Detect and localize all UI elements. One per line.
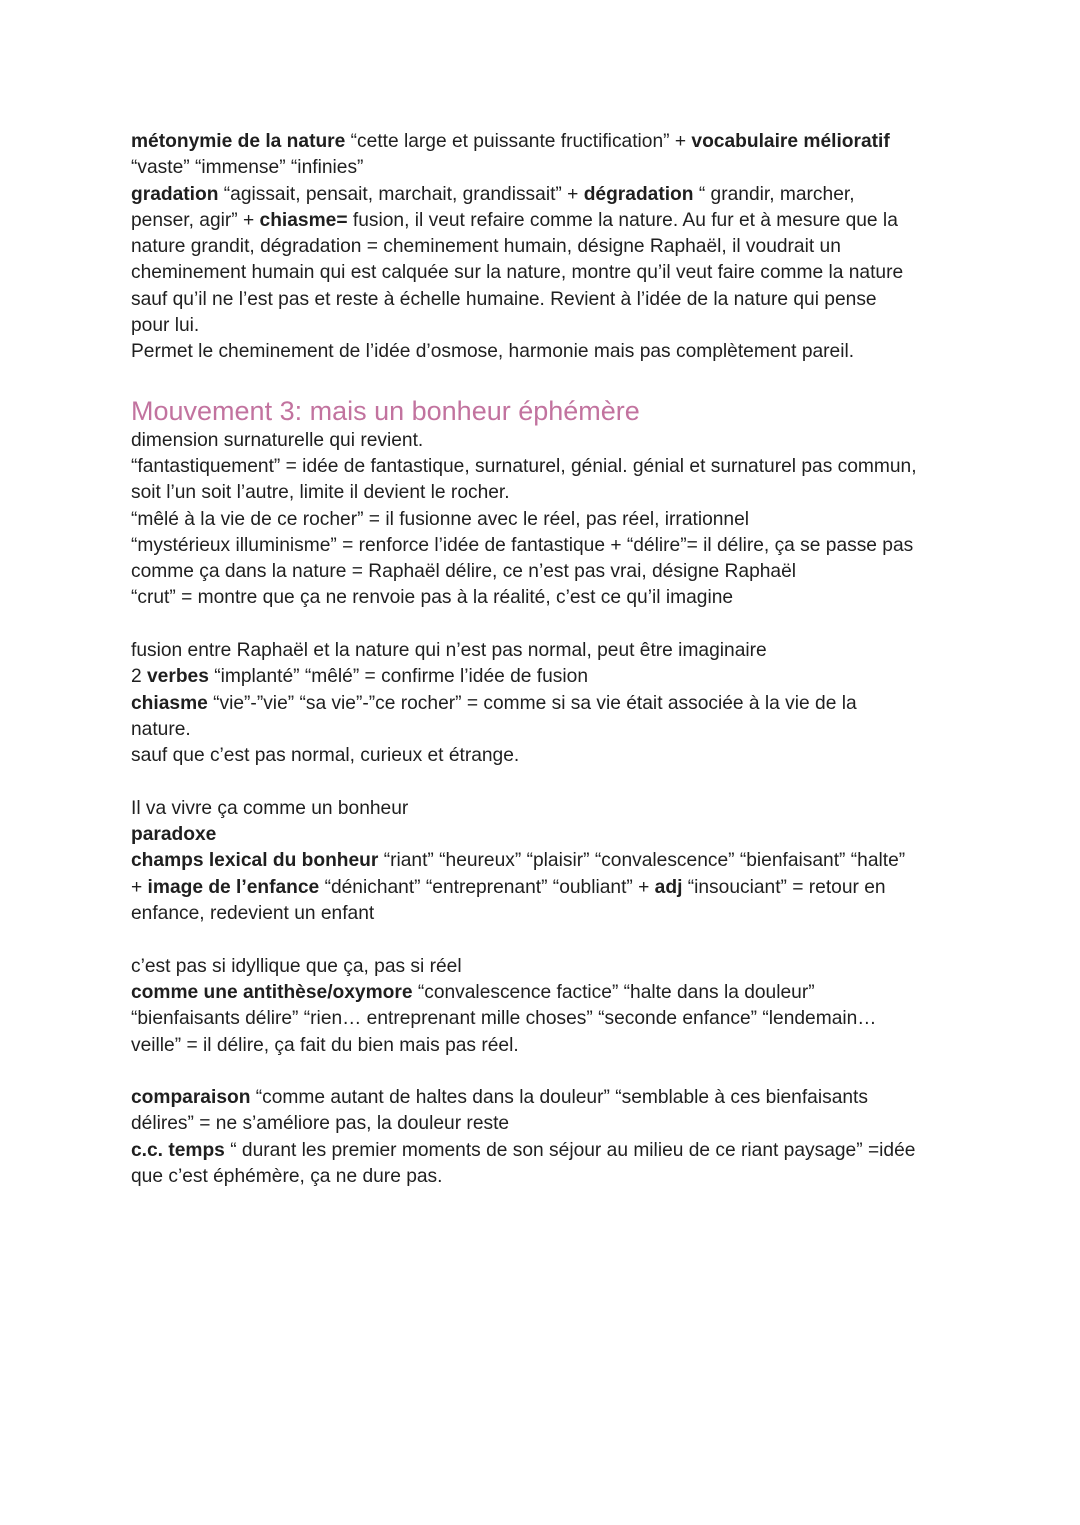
text-run: “dénichant” “entreprenant” “oubliant” + [319, 876, 655, 898]
text-run: Permet le cheminement de l’idée d’osmose, harmonie mais pas complètement pareil. [131, 341, 855, 363]
bold-term: champs lexical du bonheur [131, 850, 379, 872]
text-line [131, 313, 1020, 339]
text-run: dimension surnaturelle qui revient. [131, 429, 424, 451]
text-run: “implanté” “mêlé” = confirme l’idée de fusion [208, 666, 589, 688]
paragraph-gap [131, 770, 1020, 796]
text-run: que c’est éphémère, ça ne dure pas. [131, 1165, 443, 1187]
text-line [131, 480, 1020, 506]
text-line [131, 1033, 1020, 1059]
paragraph-gap [131, 1059, 1020, 1085]
text-line [131, 428, 1020, 454]
text-line [131, 848, 1020, 874]
text-line [131, 638, 1020, 664]
text-run: “mystérieux illuminisme” = renforce l’idée de fantastique + “délire”= il délire, ça se passe pas [131, 534, 914, 556]
bold-term: métonymie de la nature [131, 131, 346, 152]
text-run: “bienfaisants délire” “rien… entreprenant mille choses” “seconde enfance” “lendemain… [131, 1008, 877, 1030]
text-line [131, 339, 1020, 365]
analysis-block-supernatural [131, 428, 1020, 612]
section-heading: Mouvement 3: mais un bonheur éphémère [131, 395, 640, 426]
bold-term: dégradation [583, 183, 694, 205]
bold-term: chiasme [131, 692, 208, 714]
text-run: délires” = ne s’améliore pas, la douleur reste [131, 1113, 510, 1135]
text-run: “fantastiquement” = idée de fantastique, surnaturel, génial. génial et surnaturel pas commun, [131, 455, 917, 477]
text-run: nature. [131, 718, 191, 740]
text-run: “ grandir, marcher, [693, 183, 855, 205]
text-line [131, 717, 1020, 743]
text-line [131, 875, 1020, 901]
text-run: “insouciant” = retour en [682, 876, 886, 898]
text-run: Il va vivre ça comme un bonheur [131, 797, 409, 819]
text-line [131, 1164, 1020, 1190]
text-line [131, 1138, 1020, 1164]
text-run: “agissait, pensait, marchait, grandissait” + [218, 183, 584, 205]
bold-term: gradation [131, 183, 219, 205]
analysis-block-metonymy [131, 129, 1020, 366]
paragraph-gap [131, 927, 1020, 953]
bold-term: image de l’enfance [147, 876, 320, 898]
text-run: soit l’un soit l’autre, limite il devient le rocher. [131, 482, 510, 504]
text-run: 2 [131, 666, 148, 688]
text-run: + [131, 876, 148, 898]
text-run: cheminement humain qui est calquée sur la nature, montre qu’il veut faire comme la nature [131, 262, 904, 284]
text-line [131, 1006, 1020, 1032]
bold-term: paradoxe [131, 824, 217, 846]
text-run: fusion, il veut refaire comme la nature. Au fur et à mesure que la [347, 209, 898, 231]
analysis-block-antithesis [131, 954, 1020, 1059]
text-run: “comme autant de haltes dans la douleur” “semblable à ces bienfaisants [250, 1087, 868, 1109]
text-line [131, 533, 1020, 559]
text-line [131, 1111, 1020, 1137]
text-run: “ durant les premier moments de son séjour au milieu de ce riant paysage” =idée [224, 1139, 916, 1161]
text-line [131, 454, 1020, 480]
text-run: “vaste” “immense” “infinies” [131, 157, 364, 179]
analysis-block-happiness [131, 796, 1020, 927]
bold-term: verbes [147, 666, 209, 688]
text-run: nature grandit, dégradation = cheminement humain, désigne Raphaël, il voudrait un [131, 236, 841, 258]
text-line [131, 691, 1020, 717]
text-run: “vie”-”vie” “sa vie”-”ce rocher” = comme si sa vie était associée à la vie de la [207, 692, 857, 714]
text-run: “cette large et puissante fructification” + [345, 131, 692, 152]
text-run: sauf que c’est pas normal, curieux et étrange. [131, 745, 520, 767]
text-run: veille” = il délire, ça fait du bien mais pas réel. [131, 1034, 519, 1056]
text-run: “mêlé à la vie de ce rocher” = il fusionne avec le réel, pas réel, irrationnel [131, 508, 750, 530]
bold-term: adj [654, 876, 683, 898]
bold-term: comme une antithèse/oxymore [131, 981, 413, 1003]
text-run: sauf qu’il ne l’est pas et reste à échelle humaine. Revient à l’idée de la nature qui pense [131, 288, 877, 310]
text-run: penser, agir” + [131, 209, 260, 231]
text-run: “convalescence factice” “halte dans la douleur” [412, 981, 815, 1003]
text-run: comme ça dans la nature = Raphaël délire, ce n’est pas vrai, désigne Raphaël [131, 561, 797, 583]
bold-term: c.c. temps [131, 1139, 225, 1161]
text-run: enfance, redevient un enfant [131, 903, 375, 925]
bold-term: chiasme= [259, 209, 348, 231]
paragraph-gap [131, 612, 1020, 638]
text-line [131, 664, 1020, 690]
text-line [131, 1085, 1020, 1111]
text-line [131, 182, 1020, 208]
text-line [131, 901, 1020, 927]
text-run: c’est pas si idyllique que ça, pas si réel [131, 955, 462, 977]
text-line [131, 954, 1020, 980]
text-line [131, 743, 1020, 769]
text-line [131, 155, 1020, 181]
text-line [131, 287, 1020, 313]
text-line [131, 980, 1020, 1006]
text-line [131, 208, 1020, 234]
text-line [131, 234, 1020, 260]
analysis-block-comparison [131, 1085, 1020, 1190]
bold-term: vocabulaire mélioratif [691, 131, 890, 152]
text-line [131, 796, 1020, 822]
bold-term: comparaison [131, 1087, 251, 1109]
text-run: fusion entre Raphaël et la nature qui n’est pas normal, peut être imaginaire [131, 640, 767, 662]
paragraph-gap [131, 366, 1020, 394]
text-line [131, 585, 1020, 611]
text-run: “crut” = montre que ça ne renvoie pas à la réalité, c’est ce qu’il imagine [131, 587, 734, 609]
analysis-block-fusion [131, 638, 1020, 769]
text-line [131, 260, 1020, 286]
text-line [131, 129, 1020, 155]
text-line [131, 822, 1020, 848]
text-line [131, 507, 1020, 533]
text-run: pour lui. [131, 315, 200, 337]
text-line [131, 559, 1020, 585]
text-run: “riant” “heureux” “plaisir” “convalescence” “bienfaisant” “halte” [378, 850, 906, 872]
